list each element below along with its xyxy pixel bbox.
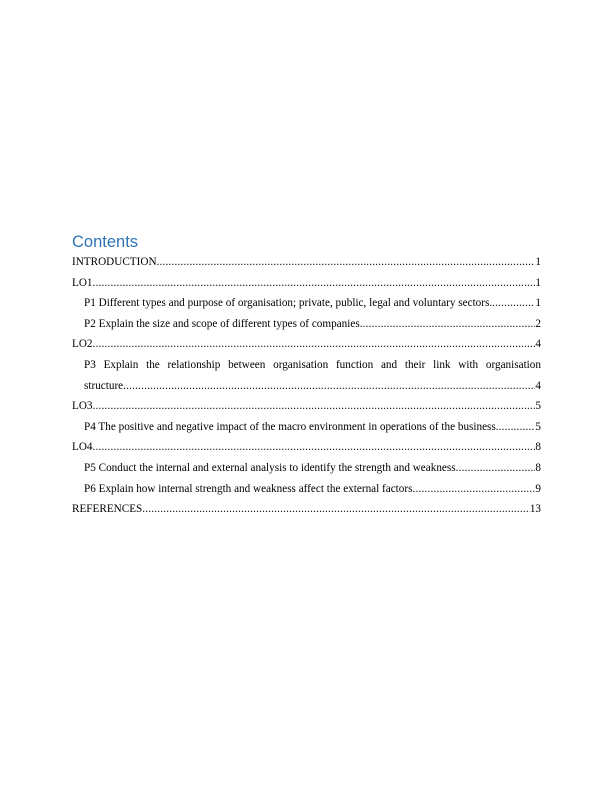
word: Explain — [103, 358, 139, 371]
toc-entry-text: REFERENCES — [72, 503, 143, 516]
toc-page-number: 4 — [535, 338, 541, 351]
toc-page-number: 1 — [535, 297, 541, 310]
toc-entry-p1[interactable] — [72, 293, 541, 314]
toc-entry-p6[interactable] — [72, 479, 541, 500]
toc-entry-p3[interactable] — [72, 355, 541, 396]
toc-page-number: 5 — [535, 400, 541, 413]
word: organisation — [273, 358, 329, 371]
toc-page-number: 8 — [535, 441, 541, 454]
word: between — [228, 358, 266, 371]
toc-entry-lo3[interactable] — [72, 396, 541, 417]
dot-leader — [157, 252, 536, 273]
toc-page-number: 1 — [535, 256, 541, 268]
word: relationship — [167, 358, 221, 371]
toc-heading: Contents — [72, 233, 139, 251]
toc-entry-text: P2 Explain the size and scope of different types of companies — [84, 317, 360, 330]
toc-entry-lo2[interactable] — [72, 334, 541, 355]
toc-page-number: 5 — [535, 420, 541, 433]
toc-entry-lo1[interactable] — [72, 273, 541, 294]
toc-entry-text: LO2 — [72, 338, 93, 351]
toc-entry-text: P5 Conduct the internal and external analysis to identify the strength and weakness — [84, 461, 456, 474]
toc-entry-text: P6 Explain how internal strength and weakness affect the external factors — [84, 482, 413, 495]
dot-leader — [456, 458, 536, 479]
toc-page-number: 8 — [535, 461, 541, 474]
word: organisation — [485, 358, 541, 371]
dot-leader — [93, 334, 536, 355]
dot-leader — [492, 293, 535, 314]
toc-entry-text: LO1 — [72, 276, 93, 289]
toc-entry-p4[interactable] — [72, 417, 541, 438]
dot-leader — [142, 499, 530, 520]
dot-leader — [93, 437, 536, 458]
toc-entry-text: P4 The positive and negative impact of the macro environment in operations of the business. — [84, 420, 499, 433]
toc-page-number: 4 — [535, 379, 541, 392]
word: function — [335, 358, 374, 371]
toc-entry-text: INTRODUCTION — [72, 256, 157, 268]
toc-page-number: 2 — [535, 317, 541, 330]
dot-leader — [412, 479, 535, 500]
dot-leader — [360, 314, 536, 335]
dot-leader — [499, 417, 536, 438]
toc-page-number: 13 — [529, 503, 541, 516]
word: their — [404, 358, 426, 371]
table-of-contents — [72, 232, 541, 520]
toc-entry-lo4[interactable] — [72, 437, 541, 458]
toc-entry-text: P1 Different types and purpose of organisation; private, public, legal and voluntary sectors. — [84, 297, 493, 310]
word: and — [380, 358, 398, 371]
toc-entry-introduction[interactable] — [72, 252, 541, 273]
word: link — [433, 358, 451, 371]
toc-entry-text: LO4 — [72, 441, 93, 454]
toc-page-number: 9 — [535, 482, 541, 495]
dot-leader — [93, 396, 536, 417]
toc-entry-references[interactable] — [72, 499, 541, 520]
toc-page-number: 1 — [535, 276, 541, 289]
toc-entry-text: LO3 — [72, 400, 93, 413]
toc-entry-p2[interactable] — [72, 314, 541, 335]
toc-entry-p5[interactable] — [72, 458, 541, 479]
toc-entry-text-line2: structure — [84, 379, 124, 392]
word: the — [146, 358, 160, 371]
word: with — [458, 358, 479, 371]
dot-leader — [93, 273, 536, 294]
dot-leader — [123, 376, 535, 397]
toc-entry-text-line1 — [84, 355, 541, 376]
word: P3 — [84, 358, 96, 371]
